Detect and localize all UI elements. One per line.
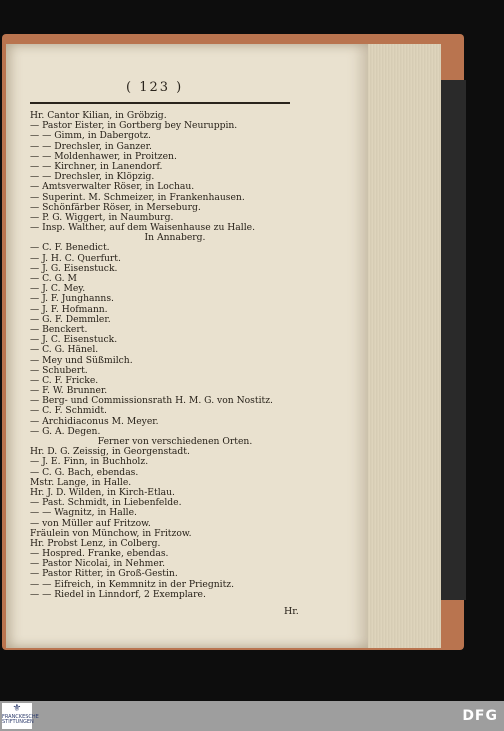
book-spine <box>440 80 466 600</box>
text-line: — Amtsverwalter Röser, in Lochau. <box>30 181 195 193</box>
text-line: — — Moldenhawer, in Proitzen. <box>30 150 177 162</box>
page-edges <box>366 44 441 648</box>
page-text <box>30 111 360 600</box>
text-line: — C. G. Bach, ebendas. <box>30 466 139 478</box>
text-line: — Insp. Walther, auf dem Waisenhause zu Halle. <box>30 222 256 234</box>
text-line: — J. E. Finn, in Buchholz. <box>30 456 149 468</box>
text-line: — Pastor Eister, in Gortberg bey Neuruppin. <box>30 120 238 132</box>
francke-logo-icon: ⚜ <box>12 703 22 714</box>
text-line: Fräulein von Münchow, in Fritzow. <box>30 527 192 539</box>
text-line: — — Kirchner, in Lanendorf. <box>30 160 163 172</box>
text-line: — — Riedel in Linndorf, 2 Exemplare. <box>30 588 206 600</box>
text-line: — Mey und Süßmilch. <box>30 354 133 366</box>
text-line: — C. F. Benedict. <box>30 242 110 254</box>
text-line: Hr. Cantor Kilian, in Gröbzig. <box>30 110 167 121</box>
text-line: — von Müller auf Fritzow. <box>30 517 151 529</box>
text-line: — Past. Schmidt, in Liebenfelde. <box>30 497 182 509</box>
text-line: — J. F. Hofmann. <box>30 303 108 315</box>
text-line: — J. G. Eisenstuck. <box>30 262 118 274</box>
text-line: In Annaberg. <box>144 232 206 244</box>
text-line: — G. A. Degen. <box>30 425 101 437</box>
text-line: — C. G. Hänel. <box>30 344 99 356</box>
page-number: ( 123 ) <box>126 80 184 95</box>
text-line: — Berg- und Commissionsrath H. M. G. von Nostitz. <box>30 395 273 407</box>
text-line: — J. H. C. Querfurt. <box>30 252 121 264</box>
text-line: — Schönfärber Röser, in Merseburg. <box>30 201 201 213</box>
text-line: — C. F. Schmidt. <box>30 405 107 417</box>
text-line: — — Eifreich, in Kemmnitz in der Priegnitz. <box>30 578 235 590</box>
text-line: — Pastor Ritter, in Groß-Gestin. <box>30 568 178 580</box>
text-line: — — Gimm, in Dabergotz. <box>30 130 151 142</box>
text-line: Hr. J. D. Wilden, in Kirch-Etlau. <box>30 486 175 498</box>
text-line: — — Drechsler, in Klöpzig. <box>30 171 155 183</box>
text-line: Mstr. Lange, in Halle. <box>30 476 132 488</box>
text-line: — J. C. Eisenstuck. <box>30 334 118 346</box>
text-line: — J. F. Junghanns. <box>30 293 114 305</box>
text-line: Hr. Probst Lenz, in Colberg. <box>30 537 161 549</box>
text-line: — Superint. M. Schmeizer, in Frankenhausen. <box>30 191 245 203</box>
text-line: — Benckert. <box>30 323 88 335</box>
text-line: — Schubert. <box>30 364 88 376</box>
dfg-logo[interactable]: DFG <box>462 708 498 724</box>
text-line: — — Wagnitz, in Halle. <box>30 507 137 519</box>
text-line: — F. W. Brunner. <box>30 385 108 397</box>
text-line: — — Drechsler, in Ganzer. <box>30 140 152 152</box>
text-line: Hr. D. G. Zeissig, in Georgenstadt. <box>30 446 190 458</box>
text-line: — Archidiaconus M. Meyer. <box>30 415 159 427</box>
header-rule <box>30 102 290 104</box>
text-line: — P. G. Wiggert, in Naumburg. <box>30 211 174 223</box>
catchword: Hr. <box>284 606 299 617</box>
text-line: — G. F. Demmler. <box>30 313 111 325</box>
text-line: — Pastor Nicolai, in Nehmer. <box>30 558 166 570</box>
text-line: — J. C. Mey. <box>30 283 86 295</box>
text-line: — C. F. Fricke. <box>30 374 99 386</box>
footer-bar <box>0 701 504 731</box>
text-line: — Hospred. Franke, ebendas. <box>30 548 169 560</box>
text-line: — C. G. M <box>30 273 77 284</box>
francke-logo-label: FRANCKESCHE STIFTUNGEN <box>2 714 39 725</box>
francke-logo[interactable] <box>2 703 39 729</box>
text-line: Ferner von verschiedenen Orten. <box>97 436 253 447</box>
